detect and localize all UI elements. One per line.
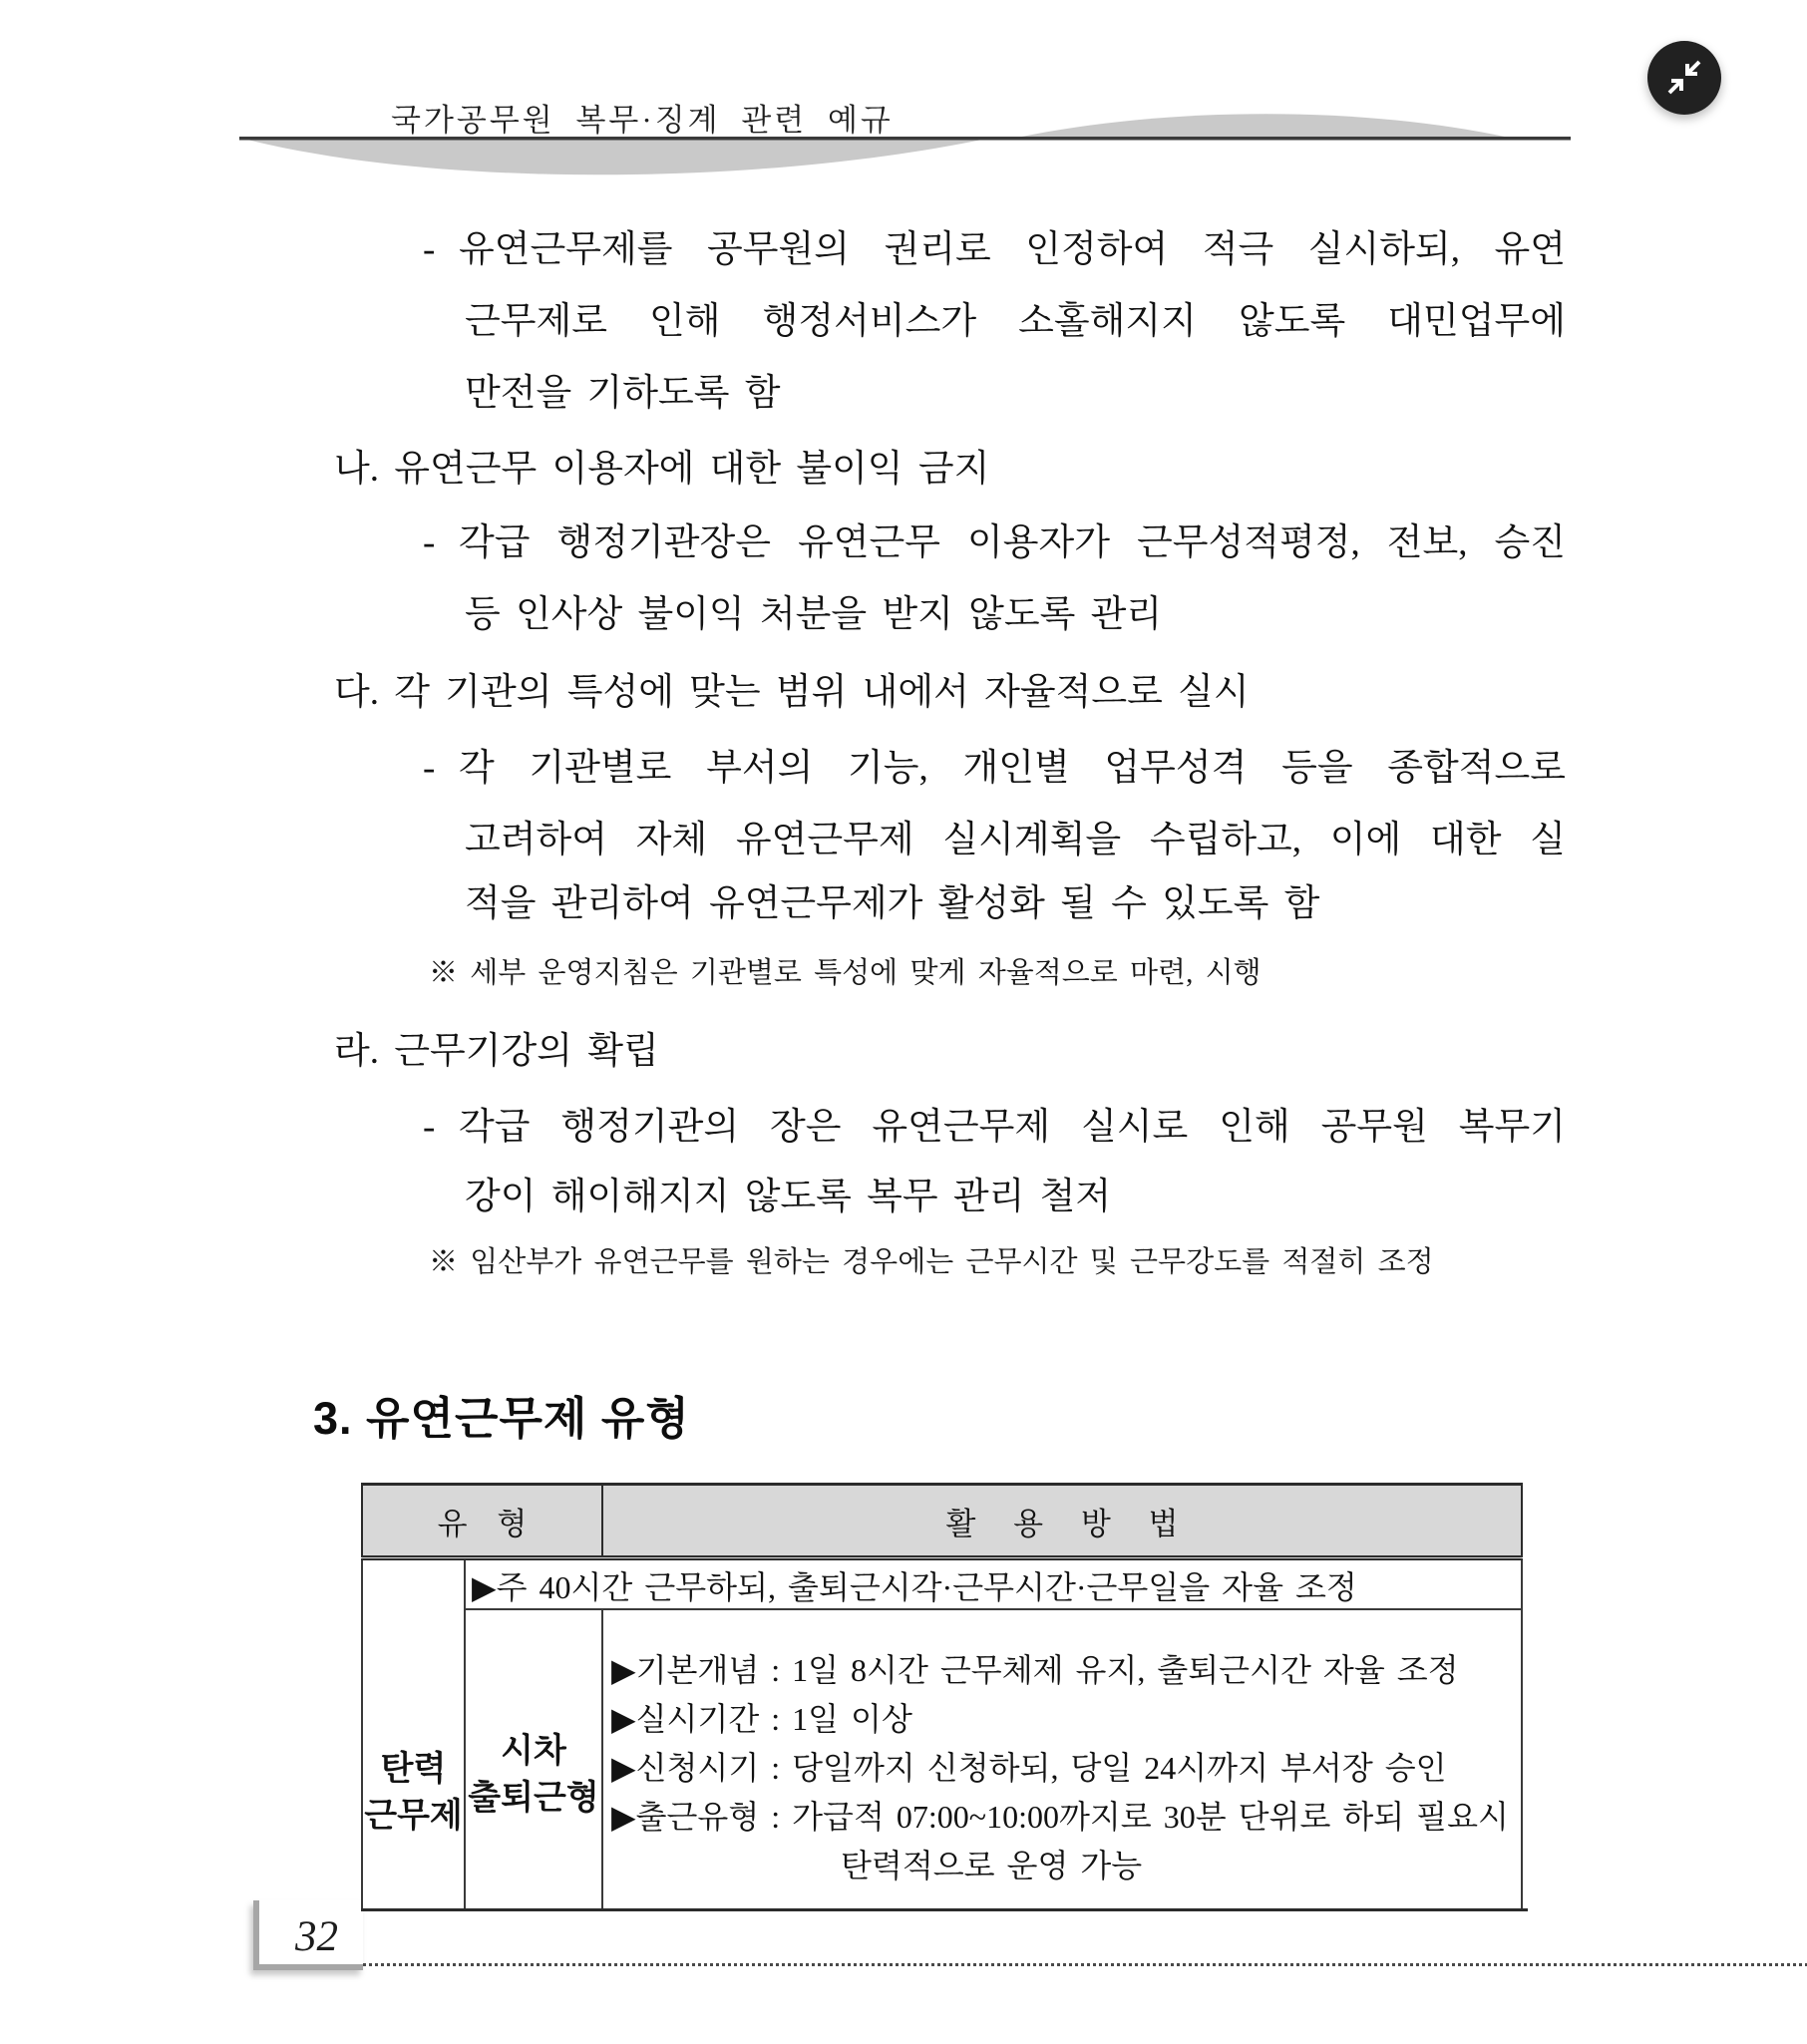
dash-bullet: -	[423, 229, 436, 270]
detail-line: ▶기본개념 : 1일 8시간 근무체제 유지, 출퇴근시간 자율 조정	[611, 1652, 1459, 1688]
body-note: ※ 임산부가 유연근무를 원하는 경우에는 근무시간 및 근무강도를 적절히 조정	[429, 1246, 1434, 1278]
subtype-label-line1: 시차	[501, 1732, 566, 1770]
column-header-type: 유 형	[362, 1485, 602, 1558]
page-number: 32	[295, 1913, 338, 1960]
dash-bullet: -	[423, 522, 436, 563]
dash-bullet: -	[423, 748, 436, 789]
flex-work-table	[361, 1483, 1523, 1908]
compress-arrows-icon	[1647, 41, 1721, 115]
header-swoosh-right	[1012, 114, 1514, 139]
body-line-item: 라. 근무기강의 확립	[334, 1031, 659, 1072]
body-line: 강이 해이해지지 않도록 복무 관리 철저	[465, 1177, 1112, 1217]
body-line: 유연근무제를 공무원의 권리로 인정하여 적극 실시하되, 유연	[459, 229, 1566, 270]
detail-line: ▶출근유형 : 가급적 07:00~10:00까지로 30분 단위로 하되 필요시	[611, 1799, 1509, 1835]
header-rule-decoration	[0, 0, 1807, 209]
collapse-button[interactable]	[1647, 41, 1721, 115]
body-line: 근무제로 인해 행정서비스가 소홀해지지 않도록 대민업무에	[465, 301, 1566, 342]
detail-line: ▶실시기간 : 1일 이상	[611, 1701, 912, 1737]
body-line-item: 다. 각 기관의 특성에 맞는 범위 내에서 자율적으로 실시	[334, 672, 1250, 713]
body-line: 고려하여 자체 유연근무제 실시계획을 수립하고, 이에 대한 실	[465, 820, 1566, 860]
body-line: 등 인사상 불이익 처분을 받지 않도록 관리	[465, 594, 1163, 635]
body-note: ※ 세부 운영지침은 기관별로 특성에 맞게 자율적으로 마련, 시행	[429, 957, 1262, 989]
cell-overview: ▶주 40시간 근무하되, 출퇴근시각·근무시간·근무일을 자율 조정	[465, 1558, 1522, 1610]
section-heading: 3. 유연근무제 유형	[313, 1393, 690, 1444]
category-label-line1: 탄력	[380, 1750, 447, 1788]
flex-work-table-container	[361, 1483, 1524, 1908]
subtype-label-line2: 출퇴근형	[468, 1779, 599, 1817]
header-swoosh-left	[247, 140, 982, 174]
body-line-item: 나. 유연근무 이용자에 대한 불이익 금지	[334, 449, 990, 490]
cell-subtype	[465, 1609, 602, 1908]
cell-category	[362, 1558, 465, 1909]
body-line: 만전을 기하도록 함	[465, 373, 781, 414]
footer-dotted-rule	[363, 1963, 1807, 1966]
dash-bullet: -	[423, 1107, 436, 1148]
page-bottom-rule	[361, 1908, 1528, 1911]
category-label-line2: 근무제	[364, 1797, 463, 1835]
table-row	[362, 1609, 1522, 1908]
column-header-usage: 활 용 방 법	[602, 1485, 1522, 1558]
body-line: 각급 행정기관장은 유연근무 이용자가 근무성적평정, 전보, 승진	[459, 522, 1566, 563]
table-row	[362, 1558, 1522, 1610]
table-header-row	[362, 1485, 1522, 1558]
body-line: 각급 행정기관의 장은 유연근무제 실시로 인해 공무원 복무기	[459, 1107, 1566, 1148]
detail-line: 탄력적으로 운영 가능	[841, 1848, 1143, 1883]
body-line: 적을 관리하여 유연근무제가 활성화 될 수 있도록 함	[465, 883, 1320, 924]
body-line: 각 기관별로 부서의 기능, 개인별 업무성격 등을 종합적으로	[459, 748, 1566, 789]
document-header-title: 국가공무원 복무·징계 관련 예규	[391, 103, 894, 138]
detail-line: ▶신청시기 : 당일까지 신청하되, 당일 24시까지 부서장 승인	[611, 1750, 1447, 1786]
cell-details	[602, 1609, 1522, 1908]
